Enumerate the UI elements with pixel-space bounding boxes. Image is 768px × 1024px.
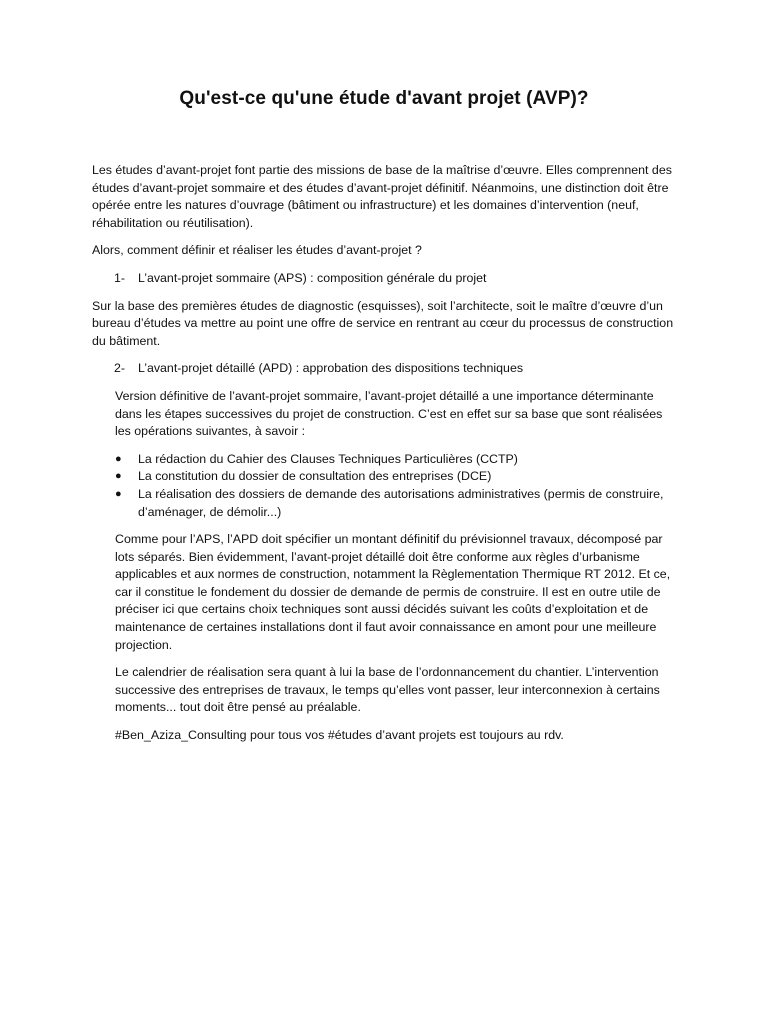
section-2-continued <box>115 531 678 745</box>
closing-paragraph: #Ben_Aziza_Consulting pour tous vos #études d’avant projets est toujours au rdv. <box>115 728 564 743</box>
section-1-heading <box>114 270 678 288</box>
section-1-paragraph: Sur la base des premières études de diagnostic (esquisses), soit l’architecte, soit le maître d’œuvre d’un bureau d’études va mettre au point une offre de service en rentrant au cœur du processus de construction du bâtiment. <box>92 298 674 348</box>
document-body <box>92 162 678 755</box>
list-item-text: La rédaction du Cahier des Clauses Techniques Particulières (CCTP) <box>138 451 518 466</box>
bullet-icon: ● <box>115 452 122 465</box>
section-2-heading <box>114 360 678 378</box>
section-2-paragraph-3: Le calendrier de réalisation sera quant à lui la base de l’ordonnancement du chantier. L’intervention successive des entreprises de travaux, le temps qu’elles vont passer, leur interconnexion à certains moments... tout doit être pensé au préalable. <box>115 665 660 715</box>
intro-paragraph: Les études d’avant-projet font partie des missions de base de la maîtrise d’œuvre. Elles comprennent des études d’avant-projet sommaire et des études d’avant-projet définitif. Néanmoins, une distinction doit être opérée entre les natures d’ouvrage (bâtiment ou infrastructure) et les domaines d’intervention (neuf, réhabilitation ou réutilisation). <box>92 163 672 230</box>
page-title: Qu'est-ce qu'une étude d'avant projet (AVP)? <box>179 88 589 109</box>
list-item-text: La constitution du dossier de consultation des entreprises (DCE) <box>138 469 492 484</box>
section-2-paragraph-2: Comme pour l’APS, l’APD doit spécifier un montant définitif du prévisionnel travaux, décomposé par lots séparés. Bien évidemment, l’avant-projet détaillé doit être conforme aux règles d’urbanisme applicables et aux normes de construction, notamment la Règlementation Thermique RT 2012. Et ce, car il constitue le fondement du dossier de demande de permis de construire. Il est en outre utile de préciser ici que certains choix techniques sont aussi décidés suivant les coûts d’exploitation et de maintenance de certaines installations dont il faut avoir connaissance en amont pour une meilleure projection. <box>115 532 671 652</box>
list-item <box>115 486 678 521</box>
list-item-text: La réalisation des dossiers de demande des autorisations administratives (permis de construire, d’aménager, de démolir...) <box>138 486 664 519</box>
section-1-title: L’avant-projet sommaire (APS) : composition générale du projet <box>138 270 487 285</box>
section-2-paragraph: Version définitive de l’avant-projet sommaire, l’avant-projet détaillé a une importance déterminante dans les étapes successives du projet de construction. C’est en effet sur sa base que sont réalisées les opérations suivantes, à savoir : <box>115 388 663 439</box>
bullet-icon: ● <box>115 470 122 483</box>
question-paragraph: Alors, comment définir et réaliser les études d’avant-projet ? <box>92 243 422 258</box>
list-item <box>115 468 678 486</box>
operations-list <box>115 451 678 521</box>
section-2-title: L’avant-projet détaillé (APD) : approbation des dispositions techniques <box>138 361 524 376</box>
section-1-number: 1- <box>114 270 126 285</box>
list-item <box>115 451 678 469</box>
section-2-number: 2- <box>114 361 126 376</box>
section-2-content <box>115 388 678 441</box>
bullet-icon: ● <box>115 487 122 500</box>
